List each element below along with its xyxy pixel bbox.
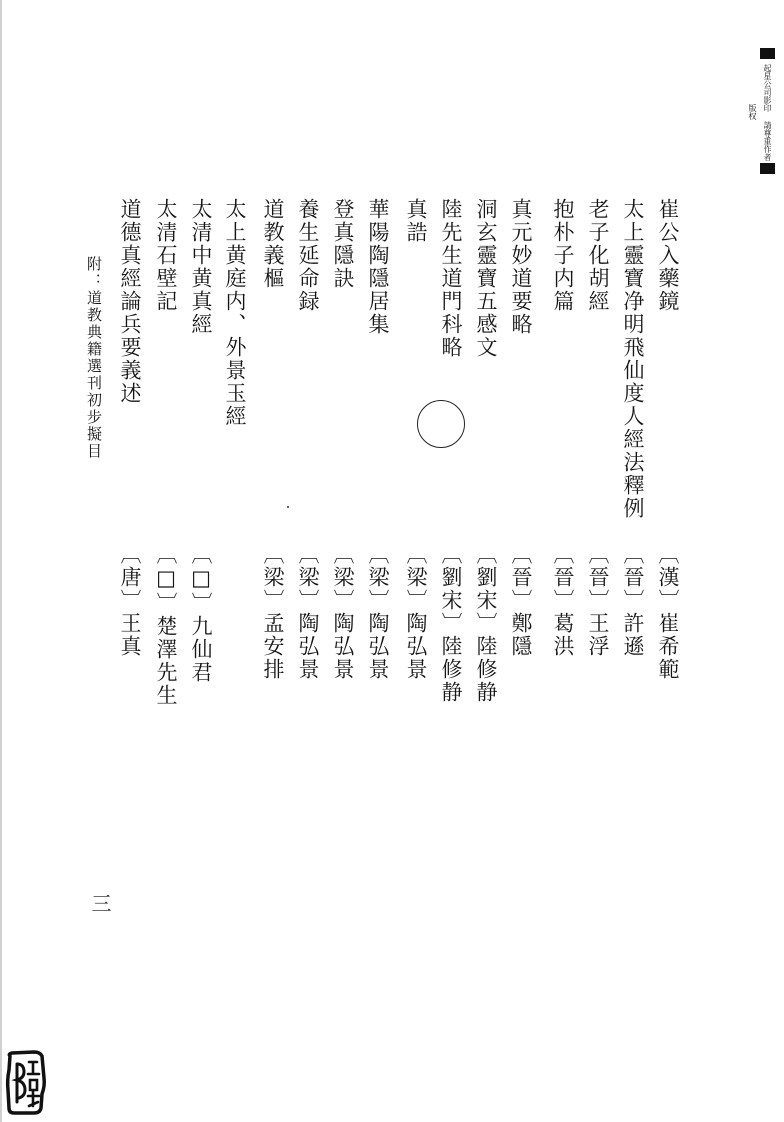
publisher-side-note <box>748 48 775 174</box>
side-note-text: 起星公司影印 請尊重作者版权 <box>748 63 772 161</box>
entry-author: 〔晉〕葛洪 <box>551 543 575 658</box>
side-bar-bottom <box>760 163 775 174</box>
entry-title: 真元妙道要略 <box>509 198 533 336</box>
entry-title: 登真隱訣 <box>331 198 355 290</box>
entry-title: 陸先生道門科略 <box>439 198 463 359</box>
entry-author: 〔梁〕陶弘景 <box>366 543 390 681</box>
entry-author: 〔梁〕孟安排 <box>261 543 285 681</box>
entry-title: 太上靈寶净明飛仙度人經法釋例 <box>621 198 645 520</box>
entry-title: 養生延命録 <box>296 198 320 313</box>
entry-title: 道德真經論兵要義述 <box>118 198 142 405</box>
entry-author: 〔晉〕王浮 <box>586 543 610 658</box>
entry-author: 〔□〕楚澤先生 <box>154 543 178 707</box>
entry-author: 〔□〕九仙君 <box>189 543 213 684</box>
entry-title: 崔公入藥鏡 <box>656 198 680 313</box>
entry-title: 老子化胡經 <box>586 198 610 313</box>
circle-mark <box>417 400 465 448</box>
binding-edge <box>0 0 2 1122</box>
entry-author: 〔唐〕王真 <box>118 543 142 658</box>
entry-author: 〔梁〕陶弘景 <box>296 543 320 681</box>
entry-title: 洞玄靈寶五感文 <box>474 198 498 359</box>
entry-title: 華陽陶隱居集 <box>366 198 390 336</box>
entry-title: 真誥 <box>404 198 428 244</box>
page-number: 三 <box>88 893 112 913</box>
entry-author: 〔劉宋〕陸修静 <box>439 543 463 704</box>
side-bar-top <box>760 48 775 59</box>
entry-title: 太清中黄真經 <box>189 198 213 336</box>
entry-title: 太上黄庭内、外景玉經 <box>223 198 247 428</box>
entry-title: 道教義樞 <box>261 198 285 290</box>
library-seal-stamp <box>4 1050 48 1116</box>
ink-dot <box>287 506 289 508</box>
entry-author: 〔晉〕鄭隱 <box>509 543 533 658</box>
entry-author: 〔梁〕陶弘景 <box>331 543 355 681</box>
entry-author: 〔梁〕陶弘景 <box>404 543 428 681</box>
entry-author: 〔晉〕許遜 <box>621 543 645 658</box>
appendix-header: 附：道教典籍選刊初步擬目 <box>85 256 103 460</box>
entry-title: 抱朴子内篇 <box>551 198 575 313</box>
entry-author: 〔漢〕崔希範 <box>656 543 680 681</box>
entry-title: 太清石壁記 <box>154 198 178 313</box>
entry-author: 〔劉宋〕陸修静 <box>474 543 498 704</box>
